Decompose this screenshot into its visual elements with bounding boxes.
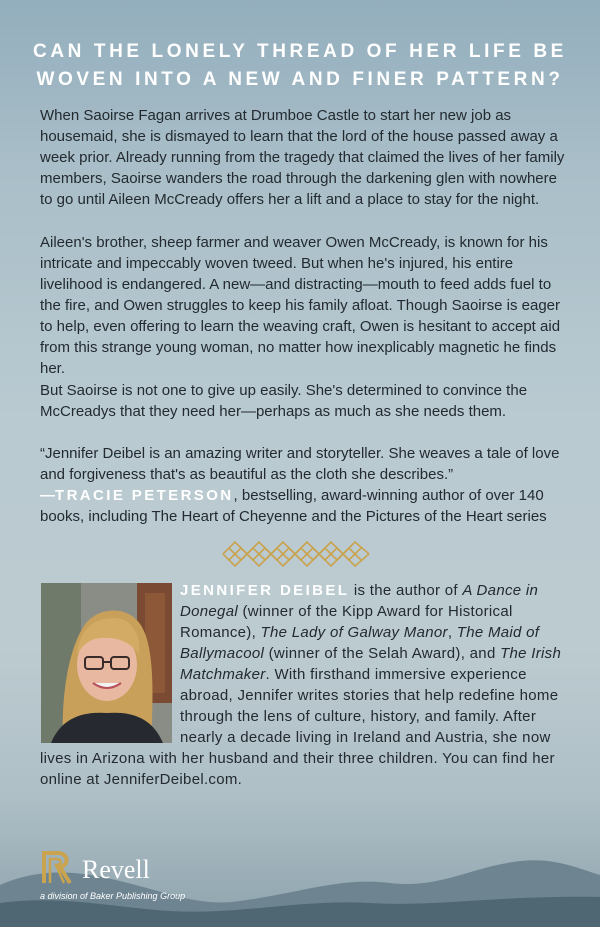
endorsement-attribution <box>40 485 565 527</box>
book-title: A Dance in Donegal <box>180 582 539 620</box>
endorsement-credit: , bestselling, award-winning author of over 140 books, including The Heart of Cheyenne and the Pictures of the Heart series <box>40 487 547 525</box>
blurb-paragraph-3: But Saoirse is not one to give up easily. She's determined to convince the McCreadys that they need her—perhaps as much as she needs them. <box>40 382 528 420</box>
bio-text: . With firsthand immersive experience abroad, Jennifer writes stories that help redefine home through the lens of culture, history, and family. After nearly a decade living in Ireland and Austria, she now lives in Arizona with her husband and their three children. You can find her online at JenniferDeibel.com. <box>40 666 559 788</box>
blurb-paragraph-2: Aileen's brother, sheep farmer and weaver Owen McCready, is known for his intricate and impeccably woven tweed. But when he's injured, his entire livelihood is endangered. A new—and distracting—mouth to feed adds fuel to the fire, and Owen struggles to keep his family afloat. Though Saoirse is eager to help, even offering to learn the weaving craft, Owen is hesitant to accept aid from this strange young woman, no matter how inexplicably magnetic he finds her. <box>40 234 561 377</box>
book-title: The Lady of Galway Manor <box>260 624 448 641</box>
endorsement-quote: “Jennifer Deibel is an amazing writer and storyteller. She weaves a tale of love and forgiveness that's as beautiful as the cloth she describes.” <box>40 445 560 483</box>
bio-text: , <box>447 624 457 641</box>
bio-text: (winner of the Kipp Award for Historical Romance), <box>180 603 513 641</box>
headline-line-1: CAN THE LONELY THREAD OF HER LIFE BE <box>33 41 567 62</box>
endorsement-dash: — <box>40 487 55 504</box>
author-bio <box>40 580 568 790</box>
blurb-paragraph-1: When Saoirse Fagan arrives at Drumboe Castle to start her new job as housemaid, she is dismayed to learn that the lord of the house passed away a week prior. Already running from the tragedy that claimed the lives of her family members, Saoirse wanders the road through the darkening glen with nowhere to go until Aileen McCready offers her a lift and a place to stay for the night. <box>40 107 565 208</box>
bio-author-name: JENNIFER DEIBEL <box>180 582 350 599</box>
endorsement-author-name: TRACIE PETERSON <box>55 487 234 504</box>
book-title: The Irish Matchmaker <box>180 645 562 683</box>
photo-spacer <box>40 580 180 744</box>
publisher-tagline: a division of Baker Publishing Group <box>40 891 186 901</box>
bio-text: is the author of <box>349 582 463 599</box>
headline <box>30 38 570 94</box>
headline-line-2: WOVEN INTO A NEW AND FINER PATTERN? <box>36 69 564 90</box>
publisher-name: Revell <box>82 855 150 884</box>
celtic-knot-ornament <box>221 535 371 573</box>
book-title: The Maid of Ballymacool <box>180 624 540 662</box>
publisher-logo <box>40 849 280 909</box>
revell-logo-mark <box>40 849 78 885</box>
bio-text: (winner of the Selah Award), and <box>264 645 501 662</box>
